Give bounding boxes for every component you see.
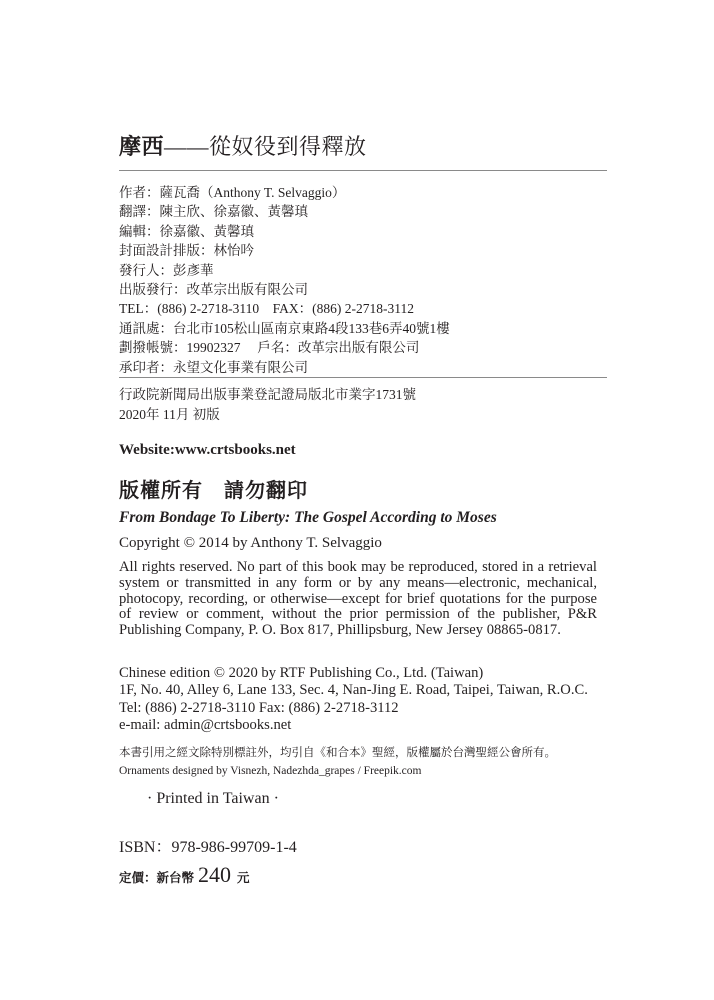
original-title: From Bondage To Liberty: The Gospel According to Moses <box>119 509 497 526</box>
scripture-note: 本書引用之經文除特別標註外，均引自《和合本》聖經，版權屬於台灣聖經公會所有。 <box>119 747 556 759</box>
registration-edition: 2020年 11月 初版 <box>119 407 220 422</box>
credits-block <box>119 183 450 377</box>
price-amount: 240 <box>198 862 232 887</box>
book-title-dash: —— <box>164 134 210 159</box>
credit-translators: 翻譯：陳主欣、徐嘉徽、黃馨瑱 <box>119 204 308 220</box>
rights-notice: All rights reserved. No part of this book may be reproduced, stored in a retrieval system or transmitted in any form or by any means—electronic, mechanical, photocopy, recording, or otherwise—except for brief quotations for the purpose of review or comment, without the prior permission of the publisher, P&R Publishing Company, P. O. Box 817, Phillipsburg, New Jersey 08865-0817. <box>119 559 597 639</box>
chinese-edition-address: 1F, No. 40, Alley 6, Lane 133, Sec. 4, Nan-Jing E. Road, Taipei, Taiwan, R.O.C. <box>119 682 588 699</box>
credit-account: 劃撥帳號：19902327 戶名：改革宗出版有限公司 <box>119 340 420 356</box>
rights-reserved: 版權所有 請勿翻印 <box>119 480 308 502</box>
ornament-credit: Ornaments designed by Visnezh, Nadezhda_grapes / Freepik.com <box>119 765 422 777</box>
website-link[interactable]: Website:www.crtsbooks.net <box>119 442 296 458</box>
credit-publisher: 出版發行：改革宗出版有限公司 <box>119 282 308 298</box>
original-copyright: Copyright © 2014 by Anthony T. Selvaggio <box>119 535 382 551</box>
chinese-edition-phone: Tel: (886) 2-2718-3110 Fax: (886) 2-2718-3112 <box>119 699 399 716</box>
top-divider <box>119 170 607 171</box>
credit-editors: 編輯：徐嘉徽、黃馨瑱 <box>119 223 254 239</box>
notes-block <box>119 744 556 780</box>
credit-phone-fax: TEL：(886) 2-2718-3110 FAX：(886) 2-2718-3112 <box>119 301 414 317</box>
chinese-edition-block <box>119 665 588 735</box>
book-title-subtitle: 從奴役到得釋放 <box>209 134 367 159</box>
credit-publisher-person: 發行人：彭彥華 <box>119 262 214 278</box>
chinese-edition-email[interactable]: e-mail: admin@crtsbooks.net <box>119 717 292 734</box>
credit-printer: 承印者：永望文化事業有限公司 <box>119 359 308 375</box>
credit-cover-design: 封面設計排版：林怡吟 <box>119 243 254 259</box>
price-unit: 元 <box>237 870 250 885</box>
credit-author: 作者：薩瓦喬（Anthony T. Selvaggio） <box>119 185 346 200</box>
isbn: ISBN：978-986-99709-1-4 <box>119 839 297 856</box>
printed-in: · Printed in Taiwan · <box>147 790 279 807</box>
registration-block <box>119 385 416 425</box>
price-label: 定價：新台幣 <box>119 870 195 885</box>
book-title <box>119 130 367 161</box>
registration-license: 行政院新聞局出版事業登記證局版北市業字1731號 <box>119 387 416 402</box>
chinese-edition-copyright: Chinese edition © 2020 by RTF Publishing Co., Ltd. (Taiwan) <box>119 665 484 681</box>
price <box>119 862 250 888</box>
middle-divider <box>119 377 607 378</box>
credit-address: 通訊處：台北市105松山區南京東路4段133巷6弄40號1樓 <box>119 320 450 336</box>
book-title-main: 摩西 <box>119 134 165 159</box>
